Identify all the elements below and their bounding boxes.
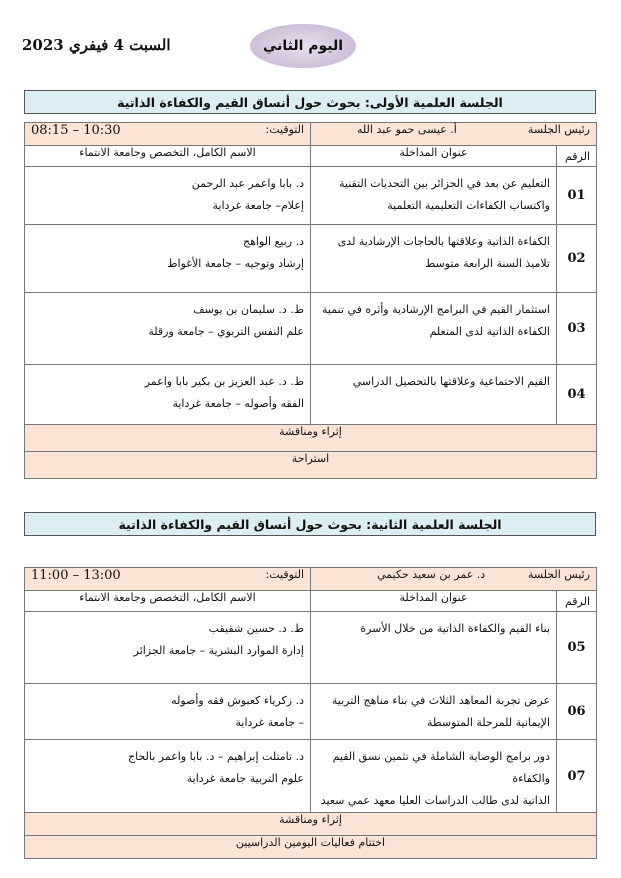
speaker-name: ط. د. سليمان بن يوسف — [193, 303, 304, 316]
column-header-row — [25, 146, 597, 167]
col-header-title: عنوان المداخلة — [311, 591, 557, 612]
col-header-num: الرقم — [557, 146, 597, 167]
column-header-row — [25, 591, 597, 612]
day-badge: اليوم الثاني — [250, 24, 356, 68]
speaker-name: د. زكرياء كعبوش فقه وأصوله — [171, 694, 304, 707]
speaker-info — [25, 365, 311, 425]
col-header-author: الاسم الكامل، التخصص وجامعة الانتماء — [25, 146, 311, 167]
session2-table — [24, 567, 597, 859]
speaker-affiliation: إدارة الموارد البشرية – جامعة الجزائر — [133, 644, 304, 657]
chair-name: د. عمر بن سعيد حكيمي — [377, 568, 486, 581]
program-row — [25, 225, 597, 293]
speaker-info — [25, 167, 311, 225]
talk-title-line: استثمار القيم في البرامج الإرشادية وأثره في تنمية — [321, 303, 550, 316]
speaker-name: د. تامتلت إبراهيم – د. بابا واعمر بالحاج — [127, 750, 304, 763]
speaker-info — [25, 293, 311, 365]
talk-title-line: القيم الاجتماعية وعلاقتها بالتحصيل الدراسي — [352, 375, 550, 388]
speaker-info — [25, 740, 311, 813]
timing-label: التوقيت: — [265, 123, 304, 136]
row-number: 06 — [557, 684, 597, 740]
speaker-name: د. بابا واعمر عبد الرحمن — [191, 177, 304, 190]
session1-time: 08:15 – 10:30 — [31, 123, 121, 138]
row-number: 07 — [557, 740, 597, 813]
row-number: 01 — [557, 167, 597, 225]
speaker-info — [25, 612, 311, 684]
talk-title-line: بناء القيم والكفاءة الذاتية من خلال الأسرة — [360, 622, 551, 635]
row-number: 04 — [557, 365, 597, 425]
row-number: 05 — [557, 612, 597, 684]
discussion-label: إثراء ومناقشة — [25, 425, 597, 452]
session1-chair-row — [25, 123, 597, 146]
speaker-info — [25, 225, 311, 293]
talk-title-line: الإيمانية للمرحلة المتوسطة — [426, 716, 551, 729]
program-row — [25, 293, 597, 365]
session1-break-row — [25, 452, 597, 479]
session1-title: الجلسة العلمية الأولى: بحوث حول أنساق القيم والكفاءة الذاتية — [24, 90, 596, 114]
talk-title — [311, 167, 557, 225]
program-row — [25, 167, 597, 225]
closing-label: اختتام فعاليات اليومين الدراسيين — [25, 836, 597, 859]
talk-title-line: عرض تجربة المعاهد الثلاث في بناء مناهج التربية — [331, 694, 551, 707]
speaker-affiliation: الفقه وأصوله – جامعة غرداية — [172, 397, 304, 410]
session2-title: الجلسة العلمية الثانية: بحوث حول أنساق القيم والكفاءة الذاتية — [24, 512, 596, 536]
chair-label: رئيس الجلسة — [527, 568, 591, 581]
speaker-affiliation: إرشاد وتوجيه – جامعة الأغواط — [167, 257, 304, 270]
speaker-affiliation: علوم التربية جامعة غرداية — [186, 772, 304, 785]
talk-title-line: التعليم عن بعد في الجزائر بين التحديات التقنية — [338, 177, 550, 190]
chair-label: رئيس الجلسة — [527, 123, 590, 136]
session2-discussion-row — [25, 813, 597, 836]
break-label: استراحة — [25, 452, 597, 479]
col-header-title: عنوان المداخلة — [311, 146, 557, 167]
session2-chair-row — [25, 568, 597, 591]
talk-title-line: الكفاءة الذاتية وعلاقتها بالحاجات الإرشادية لدى — [337, 235, 550, 248]
talk-title — [311, 225, 557, 293]
session1-discussion-row — [25, 425, 597, 452]
talk-title — [311, 740, 557, 813]
session2-time: 11:00 – 13:00 — [31, 568, 121, 583]
talk-title-line: الذاتية لدى طالب الدراسات العليا معهد عمي سعيد — [320, 794, 551, 807]
timing-label: التوقيت: — [265, 568, 304, 581]
speaker-info — [25, 684, 311, 740]
row-number: 02 — [557, 225, 597, 293]
talk-title — [311, 365, 557, 425]
speaker-affiliation: إعلام– جامعة غرداية — [212, 199, 304, 212]
program-row — [25, 365, 597, 425]
col-header-num: الرقم — [557, 591, 597, 612]
talk-title-line: الكفاءة الذاتية لدى المتعلم — [429, 325, 550, 338]
speaker-affiliation: – جامعة غرداية — [235, 716, 304, 729]
talk-title — [311, 684, 557, 740]
talk-title — [311, 612, 557, 684]
speaker-affiliation: علم النفس التربوي – جامعة ورقلة — [148, 325, 304, 338]
talk-title-line: دور برامج الوصاية الشاملة في تثمين نسق القيم والكفاءة — [332, 750, 551, 785]
talk-title-line: واكتساب الكفاءات التعليمية التعلمية — [387, 199, 550, 212]
speaker-name: ط. د. حسين شقيقب — [208, 622, 304, 635]
program-row — [25, 612, 597, 684]
session2-closing-row — [25, 836, 597, 859]
date-heading: السبت 4 فيفري 2023 — [22, 36, 171, 54]
col-header-author: الاسم الكامل، التخصص وجامعة الانتماء — [25, 591, 311, 612]
chair-name: أ. عيسى حمو عبد الله — [357, 123, 457, 136]
talk-title-line: تلاميذ السنة الرابعة متوسط — [425, 257, 550, 270]
program-row — [25, 684, 597, 740]
program-row — [25, 740, 597, 813]
session1-table — [24, 122, 597, 479]
speaker-name: د. ربيع الواهج — [243, 235, 304, 248]
talk-title — [311, 293, 557, 365]
discussion-label: إثراء ومناقشة — [25, 813, 597, 836]
row-number: 03 — [557, 293, 597, 365]
speaker-name: ط. د. عبد العزيز بن بكير بابا واعمر — [144, 375, 304, 388]
